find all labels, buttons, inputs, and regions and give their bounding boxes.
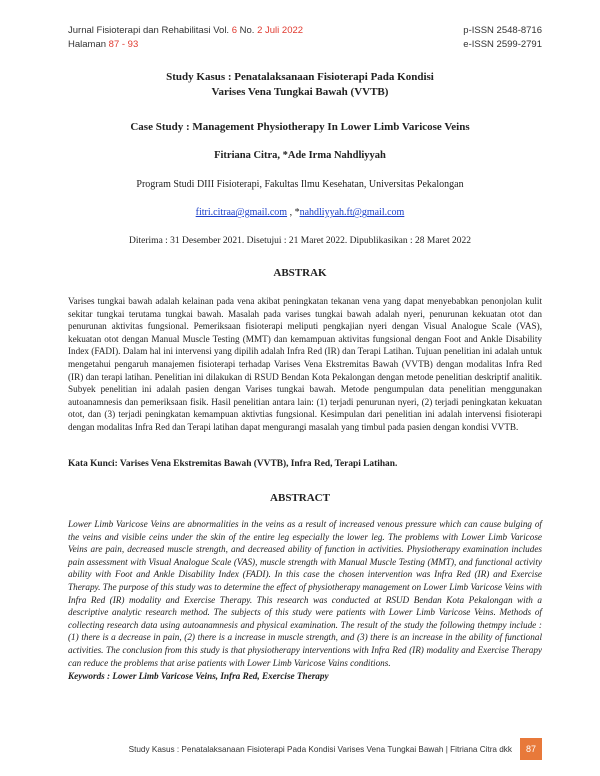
page-footer <box>90 738 542 760</box>
english-title: Case Study : Management Physiotherapy In Lower Limb Varicose Veins <box>130 121 470 133</box>
volume-number: 6 <box>231 25 238 36</box>
pages-range: 87 - 93 <box>108 39 139 50</box>
submission-dates: Diterima : 31 Desember 2021. Disetujui : 21 Maret 2022. Dipublikasikan : 28 Maret 2022 <box>129 236 471 246</box>
authors: Fitriana Citra, *Ade Irma Nahdliyyah <box>214 150 386 161</box>
page-number: 87 <box>520 738 542 760</box>
pages-label: Halaman <box>68 39 107 50</box>
author-emails <box>60 207 540 218</box>
pissn: p-ISSN 2548-8716 <box>463 25 542 36</box>
email-separator: , * <box>287 207 300 218</box>
issue-date: 2 Juli 2022 <box>257 25 304 36</box>
journal-name: Jurnal Fisioterapi dan Rehabilitasi <box>68 25 211 36</box>
abstrak-body: Varises tungkai bawah adalah kelainan pada vena akibat peningkatan tekanan vena yang dapat menyebabkan penonjolan kulit sekitar tungkai terutama tungkai bawah. Masalah pada varises tungkai bawah adalah nyeri, penurunan kekuatan otot dan penurunan aktivitas fungsional. Pemeriksaan fisioterapi meliputi pengkajian nyeri dengan Visual Analogue Scale (VAS), kekuatan otot dengan Manual Muscle Testing (MMT) dan kemampuan aktivitas fungsional dengan Foot and Ankle Disability Index (FADI). Dalam hal ini intervensi yang dipilih adalah Infra Red (IR) dan Terapi Latihan. Tujuan penelitian ini adalah untuk mengetahui pengaruh manajemen fisioterapi terhadap Varises Vena Ekstremitas Bawah (VVTB) dengan modalitas Infra Red (IR) dan terapi latihan. Penelitian ini dilakukan di RSUD Bendan Kota Pekalongan dengan metode penelitian deskriptif analitik. Subyek penelitian ini adalah pasien dengan Varises tungkai bawah. Metode pengumpulan data penelitian menggunakan autoanamnesis dan pemeriksaan fisik. Hasil penelitian antara lain: (1) terjadi penurunan nyeri, (2) terjadi peningkatan kekuatan otot, dan (3) terjadi peningkatan kemampuan aktivtias fungsional. Kesimpulan dari penelitian ini adalah intervensi fisioterapi dengan modalitas Infra Red dan Terapi latihan dapat mengurangi masalah yang timbul pada pasien dengan kondisi VVTB. <box>68 296 542 432</box>
running-footer: Study Kasus : Penatalaksanaan Fisioterapi Pada Kondisi Varises Vena Tungkai Bawah | Fitriana Citra dkk <box>128 744 512 754</box>
title-line-2: Varises Vena Tungkai Bawah (VVTB) <box>211 86 389 98</box>
paper-title <box>60 70 540 100</box>
journal-header-right <box>463 24 542 52</box>
affiliation: Program Studi DIII Fisioterapi, Fakultas Ilmu Kesehatan, Universitas Pekalongan <box>136 179 464 190</box>
journal-header-left <box>68 24 303 52</box>
volume-label: Vol. <box>213 25 230 36</box>
email-link-2[interactable]: nahdliyyah.ft@gmail.com <box>299 207 405 218</box>
kata-kunci: Kata Kunci: Varises Vena Ekstremitas Bawah (VVTB), Infra Red, Terapi Latihan. <box>68 459 398 469</box>
abstrak-heading: ABSTRAK <box>273 267 327 279</box>
email-link-1[interactable]: fitri.citraa@gmail.com <box>195 207 288 218</box>
keywords: Keywords : Lower Limb Varicose Veins, Infra Red, Exercise Therapy <box>68 671 329 681</box>
abstract-heading: ABSTRACT <box>270 492 330 504</box>
issue-label: No. <box>239 25 255 36</box>
abstract-body: Lower Limb Varicose Veins are abnormalities in the veins as a result of increased venous pressure which can cause bulging of the veins and visible ceins under the skin of the entire leg especially the lower leg. The problems with Lower Limb Varicose Veins are pain, decreased muscle strength, and decreased ability of function in activities. Physiotherapy examination includes pain assessment with Visual Analogue Scale (VAS), muscle strength with Manual Muscle Testing (MMT), and functional activity ability with Foot and Ankle Disability Index (FADI). In this case the chosen intervention was Infra Red (IR) and Exercise Therapy. The purpose of this study was to determine the effect of physiotherapy management on Lower Limb Varicose Veins with Infra Red (IR) modality and Exercise Therapy. This research was conducted at RSUD Bendan Kota Pekalongan with a descriptive analytic research method. The subjects of this study were patients with Lower Limb Varicose Veins. Methods of collecting research data using autoanamnesis and physical examination. The result of the study the following thetmpy include : (1) there is a decrease in pain, (2) there is a increase in muscle strength, and (3) there is an increase in the ability of functional activities. The conclusion from this study is that physiotherapy interventions with Infra Red (IR) modality and Exercise Therapy can reduce the problems that arise patients with Lower Limb Varicose Vains conditions. <box>68 519 542 668</box>
title-line-1: Study Kasus : Penatalaksanaan Fisioterapi Pada Kondisi <box>166 71 434 83</box>
eissn: e-ISSN 2599-2791 <box>463 39 542 50</box>
